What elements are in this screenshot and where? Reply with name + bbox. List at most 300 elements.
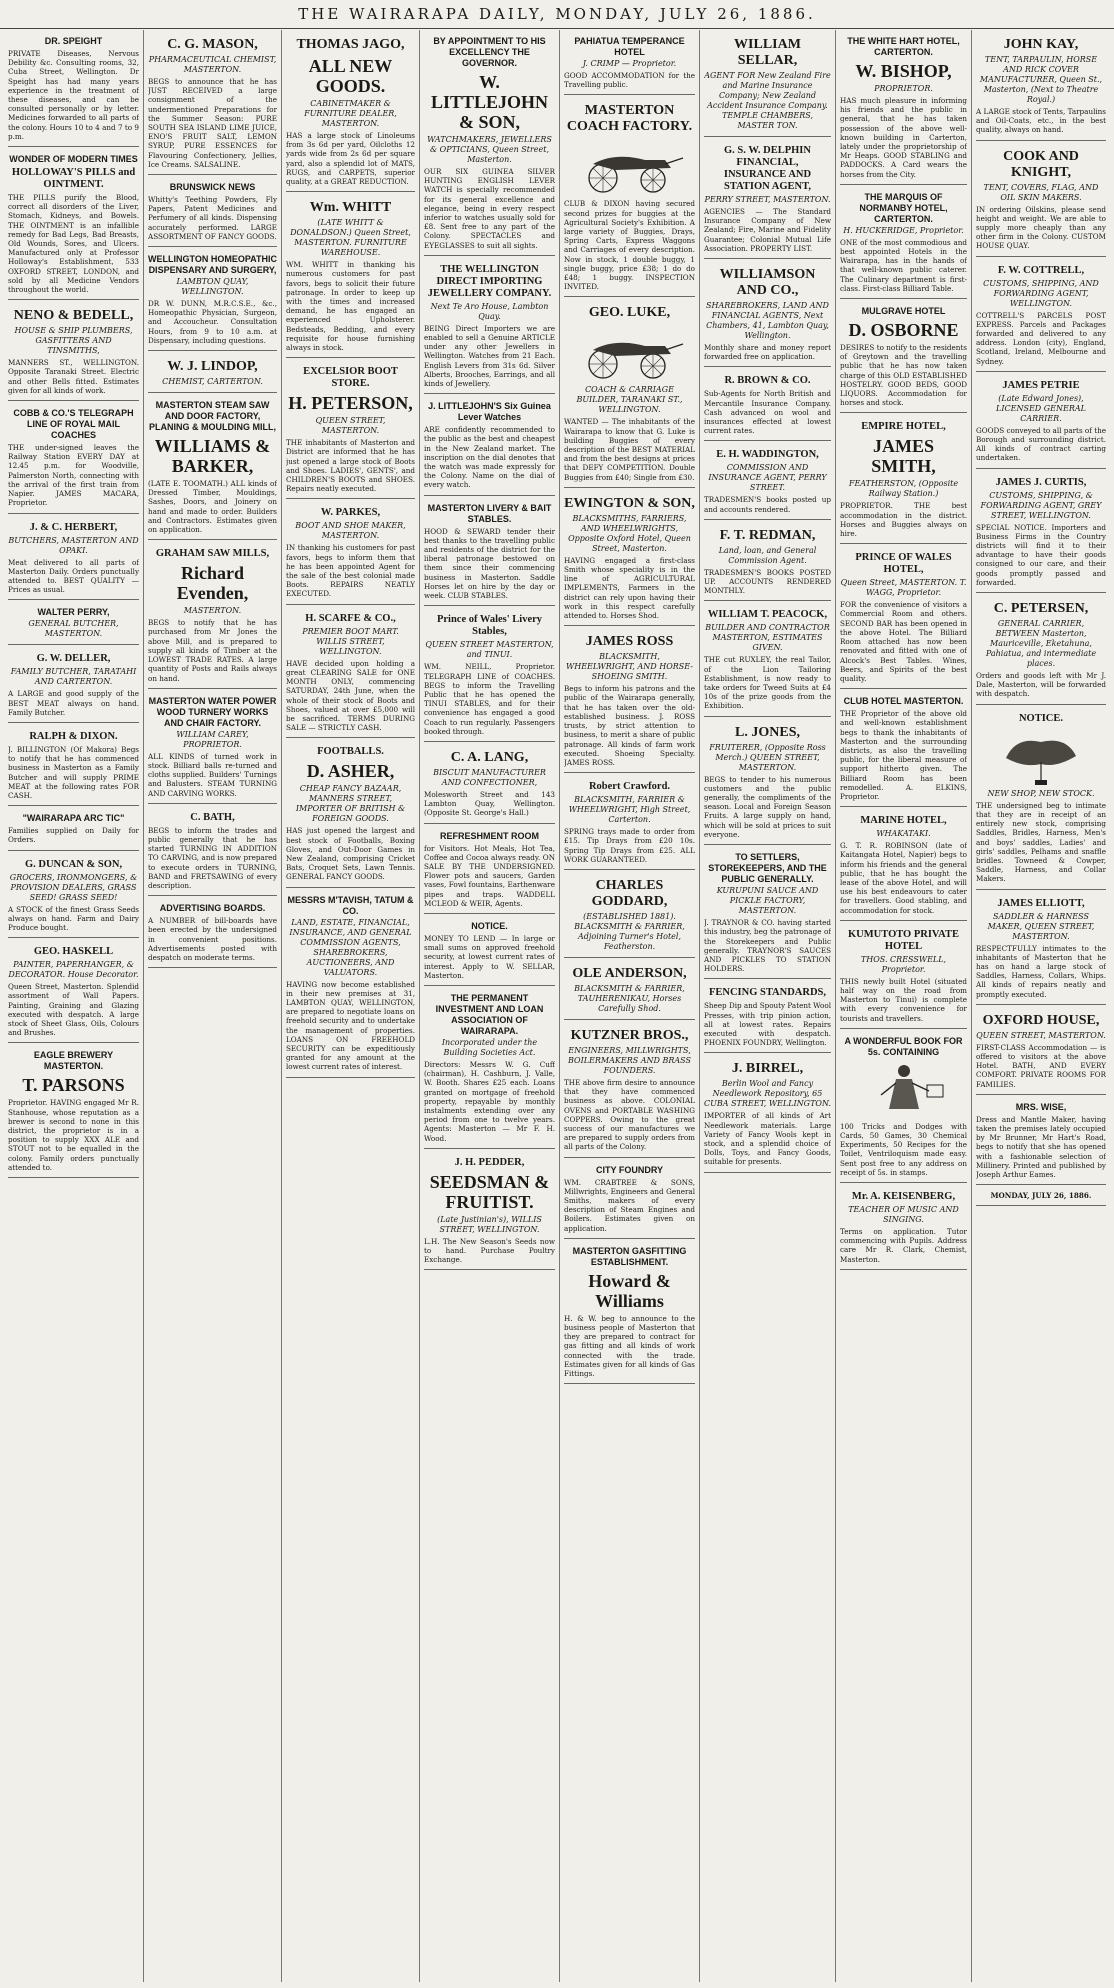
advertisement: [8, 809, 139, 850]
ad-heading: C. G. MASON,: [167, 37, 258, 52]
ad-subheading: SADDLER & HARNESS MAKER, QUEEN STREET, MASTERTON.: [987, 911, 1095, 941]
advertisement: [8, 150, 139, 300]
ad-body: HAS just opened the largest and best stock of Footballs, Boxing Gloves, and Out-Door Games in New Zealand, comprising Cricket Bats, Croquet Sets, Lawn Tennis. GENERAL FANCY GOODS.: [286, 826, 415, 882]
ad-subheading: J. CRIMP — Proprietor.: [582, 59, 677, 68]
advertisement: [424, 827, 555, 914]
ad-body: THE Proprietor of the above old and well-known establishment begs to thank the inhabitants of Masterton and the surrounding districts, as also the travelling public, for the liberal measure of support hitherto given. The Billiard Room has been remodelled. A. ELKINS, Proprietor.: [840, 709, 967, 801]
advertisement: [976, 375, 1106, 469]
ad-heading: WALTER PERRY,: [37, 607, 110, 618]
advertisement: [8, 648, 139, 723]
ad-heading: EXCELSIOR BOOT STORE.: [303, 366, 398, 390]
ad-subheading: Next Te Aro House, Lambton Quay.: [430, 301, 549, 321]
ad-body: SPECIAL NOTICE. Importers and Business Firms in the Country districts will find it to their advantage to have their goods consigned to our care, and their goods promptly passed and forwarded.: [976, 522, 1106, 587]
ad-subheading: BUTCHERS, MASTERTON AND OPAKI.: [8, 535, 139, 555]
ad-heading: MESSRS M'TAVISH, TATUM & CO.: [287, 894, 414, 916]
advertisement: [564, 98, 695, 297]
ad-body: IN thanking his customers for past favors, begs to inform them that he has been appointed Agent for the sale of the best colonial made Boots. REPAIRS NEATLY EXECUTED.: [286, 543, 415, 599]
carriage-illustration: [564, 138, 695, 196]
column-1: [4, 30, 144, 1982]
advertisement: [840, 416, 967, 544]
ad-subheading: TENT, COVERS, FLAG, AND OIL SKIN MAKERS.: [983, 182, 1099, 202]
ad-body: Proprietor. HAVING engaged Mr R. Stanhouse, whose reputation as a brewer is second to none in this district, the proprietor is in a position to supply XXX ALE and STOUT not to be equalled in the colony. Family orders punctually attended to.: [8, 1098, 139, 1172]
ad-heading: C. PETERSEN,: [993, 601, 1089, 617]
ad-subheading: LAMBTON QUAY, WELLINGTON.: [176, 277, 249, 297]
ad-subheading: QUEEN STREET, MASTERTON.: [976, 1030, 1106, 1040]
ad-heading: ADVERTISING BOARDS.: [159, 903, 266, 914]
ad-body: CLUB & DIXON having secured second prizes for buggies at the Agricultural Society's Exhibition. A large variety of Buggies, Drays, Spring Carts, Express Waggons and Carriages of every description. Now in stock, 1 double buggy, 1 single buggy, price £38; 1 do do £48; 1 buggy. INSPECTION INVITED.: [564, 199, 695, 292]
ad-body: ONE of the most commodious and best appointed Hotels in the Wairarapa, has in the hands of that well-known public caterer. The Culinary department is first-class. First-class Billiard Table.: [840, 237, 967, 293]
ad-body: A LARGE stock of Tents, Tarpaulins and Oil-Coats, etc., in the best quality, always on hand.: [976, 107, 1106, 135]
ad-body: WM. NEILL, Proprietor. TELEGRAPH LINE of COACHES. BEGS to inform the Travelling Public that he has opened the TINUI STABLES, and for their convenience has engaged a good Coach to run regularly. Passengers booked through.: [424, 662, 555, 736]
column-5: [560, 30, 700, 1982]
advertisement: [840, 924, 967, 1029]
ad-subheading: BISCUIT MANUFACTURER AND CONFECTIONER,: [433, 767, 546, 787]
ad-heading: G. DUNCAN & SON,: [24, 858, 123, 870]
advertisement: [424, 499, 555, 607]
ad-heading: E. H. WADDINGTON,: [716, 449, 819, 461]
ad-subheading: WILLIAM CAREY, PROPRIETOR.: [176, 729, 249, 749]
ad-subheading: QUEEN STREET MASTERTON, and TINUI.: [425, 640, 554, 660]
ad-body: MONEY TO LEND — In large or small sums on approved freehold security, at lowest current rates of interest. Apply to W. SELLAR, Masterton.: [424, 933, 555, 980]
ad-heading: L. JONES,: [735, 724, 800, 740]
ad-body: HAS a large stock of Linoleums from 3s 6d per yard, Oilcloths 12 yards wide from 2s 6d per square yard, also a splendid lot of MATS, RUGS, and CARPETS, superior quality, at a GREAT REDUCTION.: [286, 131, 415, 187]
advertisement: [148, 178, 277, 247]
advertisement: [286, 361, 415, 499]
ad-body: DR W. DUNN, M.R.C.S.E., &c., Homeopathic Physician, Surgeon, and Accoucheur. Consultation Hours, from 9 to 10 a.m. at Dispensary, including questions.: [148, 299, 277, 345]
ad-body: TRADESMEN'S BOOKS POSTED UP. ACCOUNTS RENDERED MONTHLY.: [704, 567, 831, 596]
advertisement: [8, 303, 139, 401]
ad-display-name: ALL NEW GOODS.: [308, 56, 393, 96]
ad-display-name: T. PARSONS: [22, 1075, 125, 1096]
ad-heading: R. BROWN & CO.: [724, 375, 811, 387]
ad-heading: CITY FOUNDRY: [595, 1164, 663, 1175]
ad-body: A NUMBER of bill-boards have been erected by the undersigned in convenient positions. Advertisements posted with despatch on moderate terms.: [148, 916, 277, 962]
ad-heading: DR. SPEIGHT: [44, 36, 103, 46]
carriage-engraving: [575, 138, 685, 196]
advertisement: [424, 32, 555, 256]
ad-heading: KUMUTOTO PRIVATE HOTEL: [848, 928, 959, 952]
advertisement: [704, 444, 831, 519]
ad-subheading: QUEEN STREET, MASTERTON.: [315, 416, 386, 436]
ad-display-name: W. BISHOP,: [855, 61, 952, 81]
advertisement: [704, 523, 831, 602]
issue-date: MONDAY, JULY 26, 1886.: [990, 1191, 1092, 1201]
ad-heading: J. H. PEDDER,: [454, 1156, 525, 1168]
ad-subheading: BOOT AND SHOE MAKER, MASTERTON.: [295, 521, 406, 541]
ad-body: COTTRELL'S PARCELS POST EXPRESS. Parcels and Packages forwarded and delivered to any address. London (city), England, Scotland, Ireland, Melbourne and Sydney.: [976, 310, 1106, 366]
ad-body: THE PILLS purify the Blood, correct all disorders of the Liver, Stomach, Kidneys, and Bowels. THE OINTMENT is an infallible remedy for Bad Legs, Bad Breasts, Old Wounds, Sores, and Ulcers. Manufactured only at Professor Holloway's Establishment, 533 OXFORD STREET, LONDON, and sold by all Medicine Vendors throughout the world.: [8, 193, 139, 295]
ad-body: TRADESMEN'S books posted up and accounts rendered.: [704, 495, 831, 514]
advertisement: [8, 32, 139, 147]
ad-body: RESPECTFULLY intimates to the inhabitants of Masterton that he has on hand a large stock of Saddles, Harness, Collars, Whips. All kinds of repairs neatly and promptly executed.: [976, 943, 1106, 999]
advertisement: [148, 899, 277, 968]
ad-heading: GRAHAM SAW MILLS,: [155, 548, 270, 560]
saddle-illustration: [976, 728, 1106, 786]
ad-body: A LARGE and good supply of the BEST MEAT always on hand. Family Butcher.: [8, 689, 139, 717]
ad-body: BEGS to inform the trades and public generally that he has started TURNING IN ADDITION TO CARVING, and is now prepared to execute orders in TURNING, BAND and FRETSAWING of every description.: [148, 825, 277, 890]
ad-heading: G. S. W. DELPHIN FINANCIAL, INSURANCE AND STATION AGENT,: [723, 145, 812, 192]
ad-subheading: SHAREBROKERS, LAND AND FINANCIAL AGENTS, Next Chambers, 41, Lambton Quay, Wellington.: [706, 301, 829, 341]
ad-subheading: GROCERS, IRONMONGERS, & PROVISION DEALERS, GRASS SEED! GRASS SEED!: [9, 872, 138, 902]
ad-heading: NOTICE.: [1018, 712, 1064, 724]
ad-heading: W. PARKES,: [320, 507, 381, 519]
advertisement: [286, 195, 415, 358]
ad-kicker: WONDER OF MODERN TIMES: [9, 154, 138, 165]
ad-subheading: CUSTOMS, SHIPPING, & FORWARDING AGENT, GREY STREET, WELLINGTON.: [980, 490, 1102, 520]
ad-body: FOR the convenience of visitors a Commercial Room and others. SECOND BAR has been opened in the above Hotel. The Billiard Room attached has now been renovated and fitted with one of Alcock's Best Tables. Wines, Beers, and Spirits of the best quality.: [840, 600, 967, 683]
ad-subheading: Incorporated under the Building Societies Act.: [441, 1037, 538, 1057]
column-2: [144, 30, 282, 1982]
advertisement: [148, 807, 277, 896]
ad-heading: THE PERMANENT INVESTMENT AND LOAN ASSOCIATION OF WAIRARAPA.: [435, 992, 544, 1036]
ad-subheading: GENERAL BUTCHER, MASTERTON.: [28, 619, 119, 639]
ad-heading: OXFORD HOUSE,: [982, 1012, 1100, 1028]
ad-subheading: TENT, TARPAULIN, HORSE AND RICK COVER MANUFACTURER, Queen St., Masterton, (Next to Theatre Royal.): [979, 55, 1103, 104]
ad-body: Sheep Dip and Spouty Patent Wool Presses, with trip pinion action, all at lowest rates. Repairs executed with despatch. PHOENIX FOUNDRY, Wellington.: [704, 1001, 831, 1048]
ad-body: J. TRAYNOR & CO. having started this industry, beg the patronage of the Storekeepers and Public generally. TRAYNOR'S SAUCES AND PICKLES TO STATION HOLDERS.: [704, 918, 831, 974]
ad-body: PROPRIETOR. THE best accommodation in the district. Horses and Buggies always on hire.: [840, 501, 967, 539]
ad-subheading: BLACKSMITH, FARRIER & WHEELWRIGHT, High Street, Carterton.: [568, 795, 691, 825]
ad-body: SPRING trays made to order from £15. Tip Drays from £20 10s. Spring Tip Drays from £25. ALL WORK GUARANTEED.: [564, 827, 695, 864]
ad-subheading: PHARMACEUTICAL CHEMIST, MASTERTON.: [148, 55, 277, 74]
advertisement: [704, 32, 831, 137]
ad-body: THE above firm desire to announce that they have commenced business as above. COLONIAL OVENS and PORTABLE WASHING COPPERS. Owing to the great success of our manufactures we are prepared to supply orders from all parts of the Colony.: [564, 1077, 695, 1152]
ad-body: BEGS to notify that he has purchased from Mr Jones the above Mill, and is prepared to supply all kinds of Timber at the LOWEST TRADE RATES. A large quantity of Posts and Rails always on hand.: [148, 618, 277, 683]
ad-body: WANTED — The inhabitants of the Wairarapa to know that G. Luke is building Buggies of every description of the BEST MATERIAL and from the best designs at prices that DEFY COMPETITION. Double Buggies from £40; Single from £30.: [564, 417, 695, 482]
ad-body: GOOD ACCOMMODATION for the Travelling public.: [564, 71, 695, 90]
ad-subheading: AGENT FOR New Zealand Fire and Marine Insurance Company; New Zealand Accident Insurance Company. TEMPLE CHAMBERS, MASTER TON.: [704, 71, 831, 130]
ad-body: A STOCK of the finest Grass Seeds always on hand. Farm and Dairy Produce bought.: [8, 904, 139, 932]
ad-heading: "WAIRARAPA ARC TIC": [22, 813, 125, 824]
ad-heading: JAMES PETRIE: [1002, 379, 1080, 391]
ad-subheading: (Late Edward Jones), LICENSED GENERAL CARRIER.: [996, 393, 1086, 423]
ad-display-name: W. LITTLEJOHN & SON,: [430, 72, 549, 132]
ad-subheading: Queen Street, MASTERTON. T. WAGG, Proprietor.: [840, 578, 967, 598]
advertisement: [840, 32, 967, 185]
advertisement: [8, 517, 139, 601]
ad-subheading: FRUITERER, (Opposite Ross Merch.) QUEEN STREET, MASTERTON.: [709, 742, 826, 772]
advertisement: [976, 32, 1106, 141]
ad-heading: NOTICE.: [471, 920, 508, 931]
ad-heading: MASTERTON STEAM SAW AND DOOR FACTORY, PLANING & MOULDING MILL,: [149, 400, 276, 433]
ad-subheading: PROPRIETOR.: [874, 84, 933, 93]
ad-body: H. & W. beg to announce to the business people of Masterton that they are prepared to contract for gas fitting and all kinds of work connected with the trade. Estimates given for all kinds of Gas Fittings.: [564, 1313, 695, 1378]
ad-subheading: GENERAL CARRIER, BETWEEN Masterton, Mauriceville, Eketahuna, Pahiatua, and intermediate places.: [985, 619, 1097, 669]
ad-subheading: COMMISSION AND INSURANCE AGENT, PERRY STREET.: [708, 463, 827, 493]
ad-heading: COOK AND KNIGHT,: [1003, 148, 1079, 180]
ad-subheading: TEACHER OF MUSIC AND SINGING.: [848, 1205, 959, 1224]
ad-body: Terms on application. Tutor commencing with Pupils. Address care Mr R. Clark, Chemist, Masterton.: [840, 1227, 967, 1264]
ad-heading: WILLIAM SELLAR,: [734, 37, 801, 68]
ad-display-name: Richard Evenden,: [176, 563, 249, 604]
column-3: [282, 30, 420, 1982]
carriage-engraving: [575, 324, 685, 382]
ad-subheading: FEATHERSTON, (Opposite Railway Station.): [848, 479, 959, 499]
ad-heading: MULGRAVE HOTEL: [861, 306, 946, 317]
ad-heading: C. BATH,: [190, 811, 235, 823]
ad-subheading: HOUSE & SHIP PLUMBERS, GASFITTERS AND TINSMITHS,: [14, 326, 133, 356]
advertisement: [148, 250, 277, 351]
ad-body: ARE confidently recommended to the public as the best and cheapest in the New Zealand market. The inscription on the dial denotes that the watch was made expressly for the Colony. Name on the dial of every watch.: [424, 425, 555, 490]
ad-heading: J. LITTLEJOHN'S Six Guinea Lever Watches: [428, 401, 551, 423]
ad-subheading: LAND, ESTATE, FINANCIAL, INSURANCE, AND GENERAL COMMISSION AGENTS, SHAREBROKERS, AUCTIONEERS, AND VALUATORS.: [289, 917, 412, 977]
ad-heading: JOHN KAY,: [1003, 37, 1079, 52]
ad-heading: J. BIRREL,: [731, 1061, 804, 1077]
advertisement: [564, 300, 695, 487]
ad-heading: GEO. LUKE,: [588, 305, 671, 321]
ad-heading: THE WHITE HART HOTEL, CARTERTON.: [847, 36, 960, 57]
ad-body: HAVING now become established in their new premises at 31, LAMBTON QUAY, WELLINGTON, are prepared to negotiate loans on freehold security and to undertake the management of properties. LOANS ON FREEHOLD SECURITY can be expeditiously granted for any amount at the lowest current rates of interest.: [286, 979, 415, 1072]
ad-heading: Mr. A. KEISENBERG,: [851, 1191, 956, 1202]
ad-body: GOODS conveyed to all parts of the Borough and surrounding district. All kinds of contract carting undertaken.: [976, 425, 1106, 463]
carriage-illustration: [564, 324, 695, 382]
ad-heading: JAMES ROSS: [585, 634, 674, 650]
ad-subheading: (ESTABLISHED 1881). BLACKSMITH & FARRIER, Adjoining Turner's Hotel, Featherston.: [574, 911, 685, 951]
ad-body: Dress and Mantle Maker, having taken the premises lately occupied by Mr Brunner, Mr Hart's Road, begs to notify that she has opened with a fashionable selection of Millinery. Printed and published by Joseph Arthur Eames.: [976, 1114, 1106, 1179]
advertisement: [840, 302, 967, 413]
ad-body: OUR SIX GUINEA SILVER HUNTING ENGLISH LEVER WATCH is specially recommended for its general excellence and elegance, being in every respect inferior to watches usually sold for £8. Sent free to any part of the Colony. SPECTACLES and EYEGLASSES to suit all sights.: [424, 167, 555, 250]
ad-subheading: CABINETMAKER & FURNITURE DEALER, MASTERTON.: [304, 99, 397, 128]
advertisement: [564, 629, 695, 773]
ad-subheading: COACH & CARRIAGE BUILDER, TARANAKI ST., WELLINGTON.: [576, 385, 683, 415]
ad-body: WM. WHITT in thanking his numerous customers for past favors, begs to solicit their future patronage. In order to keep up with the times and increased demand, he has engaged an experienced Upholsterer. Bedsteads, Bedding, and every requisite for house furnishing always in stock.: [286, 260, 415, 353]
ad-body: MANNERS ST., WELLINGTON. Opposite Taranaki Street. Electric and other Bells fitted. Estimates given for all kinds of work.: [8, 358, 139, 395]
ad-body: BEGS to announce that he has JUST RECEIVED a large consignment of the undermentioned Preparations for the Summer Season: PURE SOUTH SEA ISLAND LIME JUICE, ENO'S FRUIT SALT, LEMON SYRUP, PURE ESSENCES for Flavouring Confectionery, Jellies, Ice Creams. SALSALINE.: [148, 77, 277, 169]
advertisement: [564, 491, 695, 626]
advertisement: [704, 140, 831, 259]
ad-heading: W. J. LINDOP,: [167, 359, 258, 375]
ad-subheading: PAINTER, PAPERHANGER, & DECORATOR. House Decorator.: [8, 960, 139, 980]
advertisement: [564, 961, 695, 1020]
ad-body: AGENCIES — The Standard Insurance Company of New Zealand; Fire, Marine and Fidelity Guarantee; Colonial Mutual Life Association. PROPERTY LIST.: [704, 207, 831, 253]
ad-body: Orders and goods left with Mr J. Dale, Masterton, will be forwarded with despatch.: [976, 671, 1106, 699]
ad-body: Begs to inform his patrons and the public of the Wairarapa generally, that he has taken over the old-established business. J. ROSS trusts, by strict attention to business, to merit a share of public patronage. All kinds of farm work executed. Shoeing Specialty. JAMES ROSS.: [564, 684, 695, 767]
ad-heading: H. SCARFE & CO.,: [305, 612, 396, 624]
advertisement: [564, 1242, 695, 1384]
figure-illustration: [840, 1061, 967, 1119]
advertisement: [564, 1161, 695, 1239]
advertisement: [424, 745, 555, 824]
ad-body: Directors: Messrs W. G. Cuff (chairman), H. Cashburn, J. Valle, W. Booth. Shares £25 each. Loans granted on mortgage of freehold property, repayable by monthly instalments extending over any period from one to twelve years. Agents: Masterton — Mr F. H. Wood.: [424, 1059, 555, 1143]
column-6: [700, 30, 836, 1982]
ad-subheading: BLACKSMITH, WHEELWRIGHT, AND HORSE-SHOEING SMITH.: [566, 652, 693, 682]
advertisement: [286, 502, 415, 604]
ad-heading: JAMES ELLIOTT,: [997, 897, 1085, 909]
advertisement: [8, 603, 139, 645]
ad-subheading: CHEMIST, CARTERTON.: [162, 377, 263, 387]
columns-container: [4, 30, 1110, 1982]
ad-body: THE cut RUXLEY, the real Tailor, of the Lion Tailoring Establishment, is now ready to take orders for Tweed Suits at £4 10s of the prize goods from the Exhibition.: [704, 655, 831, 711]
ad-body: HAS much pleasure in informing his friends and the public in general, that he has taken possession of the above well-known building in Carterton, lately under the proprietorship of Mr Heaps. GOOD STABLING and PADDOCKS. A Card wears the horses from the City.: [840, 96, 967, 179]
advertisement: [976, 1188, 1106, 1206]
ad-heading: HOLLOWAY'S PILLS and OINTMENT.: [11, 167, 136, 191]
ad-subheading: CUSTOMS, SHIPPING, AND FORWARDING AGENT, WELLINGTON.: [983, 278, 1099, 308]
ad-body: IN ordering Oilskins, please send height and weight. We are able to supply more cheaply than any other firm in the Colony. CUSTOM HOUSE QUAY.: [976, 204, 1106, 251]
advertisement: [704, 982, 831, 1053]
ad-body: Whitty's Teething Powders, Fly Papers, Patent Medicines and Perfumery of all kinds. Dispensing accurately performed. LARGE ASSORTMENT OF FANCY GOODS.: [148, 195, 277, 241]
ad-display-name: D. ASHER,: [306, 761, 395, 782]
ad-heading: WILLIAM T. PEACOCK,: [707, 609, 828, 621]
ad-heading: MARINE HOTEL,: [860, 815, 947, 827]
ad-body: Sub-Agents for North British and Mercantile Insurance Company. Cash advanced on wool and insurances effected at lowest current rates.: [704, 389, 831, 436]
ad-heading: FENCING STANDARDS,: [708, 987, 827, 999]
ad-body: 100 Tricks and Dodges with Cards, 50 Games, 30 Chemical Experiments, 50 Recipes for the Toilet, Ventriloquism made easy. Sent post free to any address on receipt of 5s. in stamps.: [840, 1121, 967, 1177]
advertisement: [8, 726, 139, 806]
ad-body: THE undersigned beg to intimate that they are in receipt of an entirely new stock, comprising Saddles, Bridles, Harness, Men's and boys' saddles, Ladies' and girls' saddles, Pelhams and snaffle bridles. Towneed & Cowper, Saddle, Harness, and Collar Makers.: [976, 800, 1106, 884]
advertisement: [564, 1023, 695, 1158]
ad-heading: Wm. WHITT: [309, 200, 392, 216]
ad-body: HOOD & SEWARD tender their best thanks to the travelling public and residents of the district for the liberal patronage bestowed on them since their commencing business in Masterton. Saddle Horses let on hire by the day or week. CLUB STABLES.: [424, 526, 555, 601]
advertisement: [840, 1032, 967, 1183]
advertisement: [424, 917, 555, 986]
ad-heading: TO SETTLERS, STOREKEEPERS, AND THE PUBLIC GENERALLY.: [708, 852, 827, 885]
advertisement: [704, 370, 831, 441]
advertisement: [564, 32, 695, 95]
ad-body: L.H. The New Season's Seeds now to hand. Purchase Poultry Exchange.: [424, 1236, 555, 1265]
advertisement: [976, 144, 1106, 257]
advertisement: [148, 692, 277, 804]
ad-heading: THE MARQUIS OF NORMANBY HOTEL, CARTERTON.: [859, 191, 948, 224]
advertisement: [840, 810, 967, 921]
ad-heading: RALPH & DIXON.: [29, 730, 118, 742]
ad-subheading: FAMILY BUTCHER, TARATAHI AND CARTERTON.: [10, 667, 137, 687]
ad-body: HAVE decided upon holding a great CLEARING SALE for ONE MONTH ONLY, commencing SATURDAY, 24th June, when the whole of their stock of Boots and Shoes, valued at over £5,000 will be sacrificed. TERMS DURING SALE — STRICTLY CASH.: [286, 658, 415, 733]
ad-heading: F. W. COTTRELL,: [997, 264, 1085, 276]
advertisement: [286, 32, 415, 192]
ad-heading: MASTERTON LIVERY & BAIT STABLES.: [427, 502, 552, 524]
ad-body: BEGS to tender to his numerous customers and the public generally, the compliments of the season. Local and Foreign Season Fruits. A large supply on hand, which will be sold at prices to suit everyone.: [704, 774, 831, 839]
ad-body: DESIRES to notify to the residents of Greytown and the travelling public that he has now taken charge of this OLD ESTABLISHED HOSTELRY. GOOD BEDS, GOOD LIQUORS. Accommodation for horses and stock.: [840, 343, 967, 408]
ad-display-name: Howard & Williams: [588, 1270, 671, 1311]
advertisement: [704, 262, 831, 367]
ad-heading: Prince of Wales' Livery Stables,: [436, 614, 543, 638]
ad-body: ALL KINDS of turned work in stock. Billiard balls re-turned and cloths supplied. Builders' Turnings and Balusters. STEAM TURNING AND CARVING WORKS.: [148, 751, 277, 798]
advertisement: [704, 1056, 831, 1172]
advertisement: [840, 1186, 967, 1270]
ad-subheading: NEW SHOP, NEW STOCK.: [987, 788, 1095, 798]
figure-engraving: [849, 1061, 959, 1119]
ad-heading: A WONDERFUL BOOK FOR 5s. CONTAINING: [844, 1035, 963, 1057]
advertisement: [976, 260, 1106, 372]
advertisement: [8, 1046, 139, 1178]
masthead: THE WAIRARAPA DAILY, MONDAY, JULY 26, 1886.: [0, 0, 1114, 29]
advertisement: [976, 708, 1106, 890]
ad-heading: MASTERTON WATER POWER WOOD TURNERY WORKS AND CHAIR FACTORY.: [148, 695, 277, 728]
advertisement: [8, 854, 139, 939]
ad-heading: FOOTBALLS.: [317, 746, 384, 758]
ad-heading: PAHIATUA TEMPERANCE HOTEL: [574, 36, 685, 57]
ad-heading: G. W. DELLER,: [36, 653, 111, 665]
advertisement: [286, 608, 415, 739]
ad-heading: JAMES J. CURTIS,: [995, 476, 1087, 488]
advertisement: [564, 873, 695, 958]
ad-heading: COBB & CO.'S TELEGRAPH LINE OF ROYAL MAIL COACHES: [13, 408, 134, 441]
ad-heading: THE WELLINGTON DIRECT IMPORTING JEWELLERY COMPANY.: [427, 263, 552, 299]
advertisement: [424, 609, 555, 742]
ad-subheading: KURUPUNI SAUCE AND PICKLE FACTORY, MASTERTON.: [716, 886, 819, 916]
advertisement: [424, 259, 555, 394]
ad-subheading: WATCHMAKERS, JEWELLERS & OPTICIANS, Queen Street, Masterton.: [427, 135, 552, 164]
ad-subheading: PREMIER BOOT MART. WILLIS STREET, WELLINGTON.: [302, 626, 399, 656]
ad-heading: REFRESHMENT ROOM: [440, 830, 539, 841]
ad-heading: WILLIAMSON AND CO.,: [719, 267, 816, 299]
ad-heading: KUTZNER BROS.,: [570, 1027, 689, 1043]
ad-heading: MASTERTON GASFITTING ESTABLISHMENT.: [572, 1245, 687, 1267]
ad-display-name: SEEDSMAN & FRUITIST.: [429, 1171, 550, 1212]
ad-subheading: Land, loan, and General Commission Agent.: [718, 545, 817, 565]
advertisement: [976, 472, 1106, 593]
advertisement: [976, 596, 1106, 705]
ad-body: Monthly share and money report forwarded free on application.: [704, 343, 831, 362]
advertisement: [704, 720, 831, 845]
ad-heading: EMPIRE HOTEL,: [861, 421, 946, 433]
advertisement: [704, 848, 831, 979]
advertisement: [148, 543, 277, 688]
ad-body: J. BILLINGTON (Of Makora) Begs to notify that he has commenced business in Masterton as a Family Butcher and will supply PRIME MEAT at the following rates FOR CASH.: [8, 744, 139, 800]
ad-heading: MASTERTON COACH FACTORY.: [566, 103, 693, 135]
ad-subheading: Berlin Wool and Fancy Needlework Repository, 65 CUBA STREET, WELLINGTON.: [704, 1079, 831, 1109]
ad-subheading: PERRY STREET, MASTERTON.: [704, 195, 831, 204]
ad-heading: MRS. WISE,: [1015, 1101, 1067, 1112]
ad-subheading: (LATE WHITT & DONALDSON.) Queen Street, MASTERTON. FURNITURE WAREHOUSE.: [290, 218, 411, 258]
ad-heading: J. & C. HERBERT,: [29, 521, 118, 533]
advertisement: [704, 604, 831, 716]
ad-heading: Robert Crawford.: [588, 781, 671, 793]
advertisement: [148, 354, 277, 393]
advertisement: [840, 692, 967, 807]
advertisement: [8, 404, 139, 513]
saddle-engraving: [986, 728, 1096, 786]
ad-body: IMPORTER of all kinds of Art Needlework materials. Large Variety of Fancy Wools kept in stock, and a splendid choice of Dolls, Toys, and Fancy Goods, suitable for presents.: [704, 1111, 831, 1167]
advertisement: [840, 188, 967, 299]
ad-subheading: THOS. CRESSWELL, Proprietor.: [860, 954, 947, 974]
ad-body: THE under-signed leaves the Railway Station EVERY DAY at 12.45 p.m. for Woodville, Palmerston North, connecting with the arrival of the first train from Napier. JAMES MACARA, Proprietor.: [8, 443, 139, 508]
ad-heading: EWINGTON & SON,: [564, 495, 695, 511]
ad-subheading: MASTERTON.: [183, 606, 242, 616]
column-8: [972, 30, 1110, 1982]
ad-body: WM. CRABTREE & SONS, Millwrights, Engineers and General Smiths, makers of every description of Steam Engines and Boilers. Estimates given on application.: [564, 1177, 695, 1233]
ad-heading: BY APPOINTMENT TO HIS EXCELLENCY THE GOVERNOR.: [433, 36, 546, 68]
ad-heading: BRUNSWICK NEWS: [169, 182, 256, 193]
advertisement: [564, 776, 695, 870]
ad-heading: CHARLES GODDARD,: [591, 877, 668, 909]
ad-body: PRIVATE Diseases, Nervous Debility &c. Consulting rooms, 32, Cuba Street, Wellington. Dr Speight has had many years experience in the treatment of these diseases, and can be consulted personally or by letter. Medicines forwarded to all parts of the colony. Hours 10 to 4 and 7 to 9 p.m.: [8, 49, 139, 141]
advertisement: [424, 1152, 555, 1271]
ad-subheading: BUILDER AND CONTRACTOR MASTERTON, ESTIMATES GIVEN.: [705, 623, 830, 653]
ad-body: for Visitors. Hot Meals, Hot Tea, Coffee and Cocoa always ready. ON SALE BY THE UNDERSIGNED. Flower pots and saucers, Garden vases, Fowl fountains, Earthenware pipes and traps. WADDELL MCLEOD & WEIR, Agents.: [424, 843, 555, 908]
advertisement: [286, 891, 415, 1078]
ad-subheading: (Late Justinian's), WILLIS STREET, WELLINGTON.: [437, 1214, 542, 1234]
ad-display-name: WILLIAMS & BARKER,: [154, 436, 271, 477]
ad-body: HAVING engaged a first-class Smith whose speciality is in the line of AGRICULTURAL IMPLEMENTS, Farmers in the district can rely upon having their work in this respect carefully attended to. Horses Shod.: [564, 555, 695, 621]
ad-body: Molesworth Street and 143 Lambton Quay, Wellington. (Opposite St. George's Hall.): [424, 789, 555, 818]
ad-heading: WELLINGTON HOMEOPATHIC DISPENSARY AND SURGERY,: [148, 254, 277, 276]
ad-subheading: CHEAP FANCY BAZAAR, MANNERS STREET, IMPORTER OF BRITISH & FOREIGN GOODS.: [295, 784, 406, 824]
ad-display-name: JAMES SMITH,: [871, 436, 936, 477]
advertisement: [286, 741, 415, 887]
ad-body: (LATE E. TOOMATH.) ALL kinds of Dressed Timber, Mouldings, Sashes, Doors, and Joinery on hand and made to order. Builders and Contractors. Estimates given on application.: [148, 479, 277, 535]
advertisement: [976, 1008, 1106, 1095]
ad-heading: F. T. REDMAN,: [719, 527, 816, 543]
ad-subheading: ENGINEERS, MILLWRIGHTS, BOILERMAKERS AND BRASS FOUNDERS.: [568, 1045, 691, 1075]
ad-body: FIRST-CLASS Accommodation — is offered to visitors at the above Hotel. BATH, AND EVERY COMFORT. PRIVATE ROOMS FOR FAMILIES.: [976, 1042, 1106, 1089]
ad-heading: PRINCE OF WALES HOTEL,: [855, 552, 952, 576]
ad-heading: CLUB HOTEL MASTERTON.: [843, 696, 964, 707]
ad-heading: OLE ANDERSON,: [572, 965, 687, 981]
advertisement: [424, 397, 555, 495]
ad-heading: C. A. LANG,: [450, 749, 529, 765]
ad-display-name: D. OSBORNE: [848, 320, 959, 341]
